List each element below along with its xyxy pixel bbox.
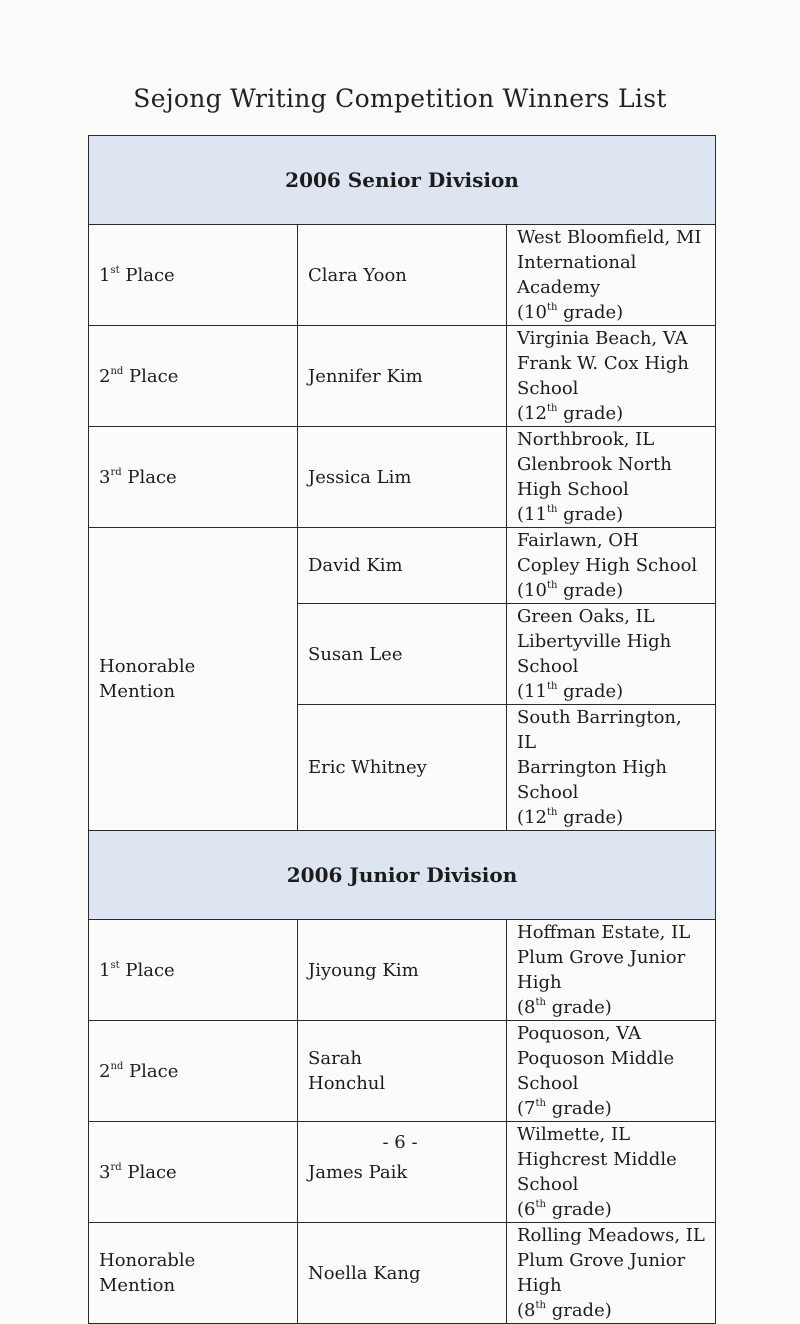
winner-name: Noella Kang <box>298 1223 507 1324</box>
winner-name: James Paik <box>298 1122 507 1223</box>
winner-row <box>89 1021 716 1122</box>
division-header-row <box>89 136 716 225</box>
school-cell: Green Oaks, IL Libertyville High School (11th grade) <box>507 604 716 705</box>
school-cell: Poquoson, VA Poquoson Middle School (7th grade) <box>507 1021 716 1122</box>
division-heading: 2006 Junior Division <box>89 831 716 920</box>
school-cell: Fairlawn, OH Copley High School (10th grade) <box>507 528 716 604</box>
winner-name: David Kim <box>298 528 507 604</box>
winner-row <box>89 920 716 1021</box>
place-cell: 3rd Place <box>89 1122 298 1223</box>
school-cell: Rolling Meadows, IL Plum Grove Junior High (8th grade) <box>507 1223 716 1324</box>
school-cell: Northbrook, IL Glenbrook North High School (11th grade) <box>507 427 716 528</box>
winner-name: Jiyoung Kim <box>298 920 507 1021</box>
division-heading: 2006 Senior Division <box>89 136 716 225</box>
winner-name: Eric Whitney <box>298 705 507 831</box>
winner-row <box>89 1223 716 1324</box>
winner-name: Jessica Lim <box>298 427 507 528</box>
winner-row <box>89 225 716 326</box>
place-cell: 3rd Place <box>89 427 298 528</box>
winner-row <box>89 326 716 427</box>
division-header-row <box>89 831 716 920</box>
winner-name: Sarah Honchul <box>298 1021 507 1122</box>
winner-name: Clara Yoon <box>298 225 507 326</box>
school-cell: Wilmette, IL Highcrest Middle School (6th grade) <box>507 1122 716 1223</box>
honorable-mention-cell: Honorable Mention <box>89 1223 298 1324</box>
winner-name: Susan Lee <box>298 604 507 705</box>
winner-name: Jennifer Kim <box>298 326 507 427</box>
school-cell: Hoffman Estate, IL Plum Grove Junior High (8th grade) <box>507 920 716 1021</box>
place-cell: 2nd Place <box>89 326 298 427</box>
honorable-mention-cell: Honorable Mention <box>89 528 298 831</box>
winner-row <box>89 528 716 604</box>
school-cell: West Bloomfield, MI International Academy (10th grade) <box>507 225 716 326</box>
place-cell: 1st Place <box>89 225 298 326</box>
school-cell: South Barrington, IL Barrington High School (12th grade) <box>507 705 716 831</box>
place-cell: 2nd Place <box>89 1021 298 1122</box>
page-number: - 6 - <box>382 1132 418 1153</box>
school-cell: Virginia Beach, VA Frank W. Cox High School (12th grade) <box>507 326 716 427</box>
document-title: Sejong Writing Competition Winners List <box>133 84 667 113</box>
winner-row <box>89 427 716 528</box>
place-cell: 1st Place <box>89 920 298 1021</box>
